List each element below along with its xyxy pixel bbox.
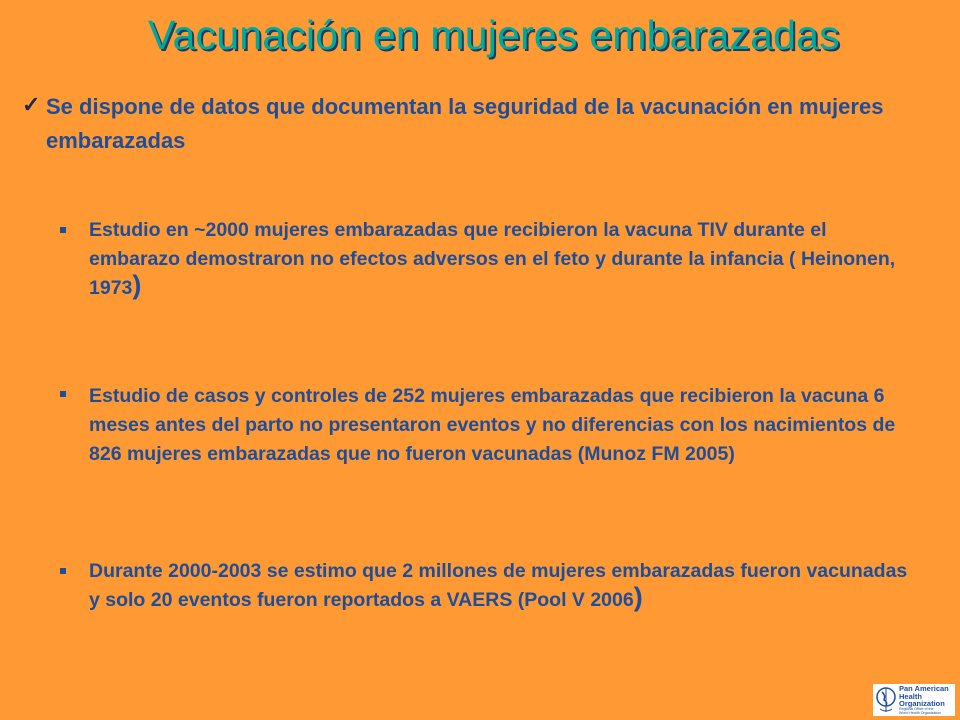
square-bullet-icon <box>60 227 66 233</box>
logo-name: Pan American Health Organization <box>899 684 949 708</box>
sub-point-text: Durante 2000-2003 se estimo que 2 millones de mujeres embarazadas fueron vacunadas y solo 20 eventos fueron reportados a VAERS (Pool V 2006) <box>89 560 908 612</box>
main-point-text: Se dispone de datos que documentan la seguridad de la vacunación en mujeres embarazadas <box>46 94 884 153</box>
sub-point-text: Estudio en ~2000 mujeres embarazadas que recibieron la vacuna TIV durante el embarazo demostraron no efectos adversos en el feto y durante la infancia ( Heinonen, 1973) <box>89 219 896 300</box>
logo-subtitle: Regional Office of the World Health Organization <box>899 707 942 715</box>
checkmark-icon: ✓ <box>22 92 41 117</box>
slide-title: Vacunación en mujeres embarazadas <box>148 12 840 58</box>
square-bullet-icon <box>60 391 66 397</box>
paho-logo <box>873 684 955 716</box>
paho-emblem-icon <box>875 686 897 719</box>
sub-point-text: Estudio de casos y controles de 252 mujeres embarazadas que recibieron la vacuna 6 meses antes del parto no presentaron eventos y no diferencias con los nacimientos de 826 mujeres embarazadas que no fueron vacunadas (Munoz FM 2005) <box>89 385 896 465</box>
square-bullet-icon <box>60 568 66 574</box>
